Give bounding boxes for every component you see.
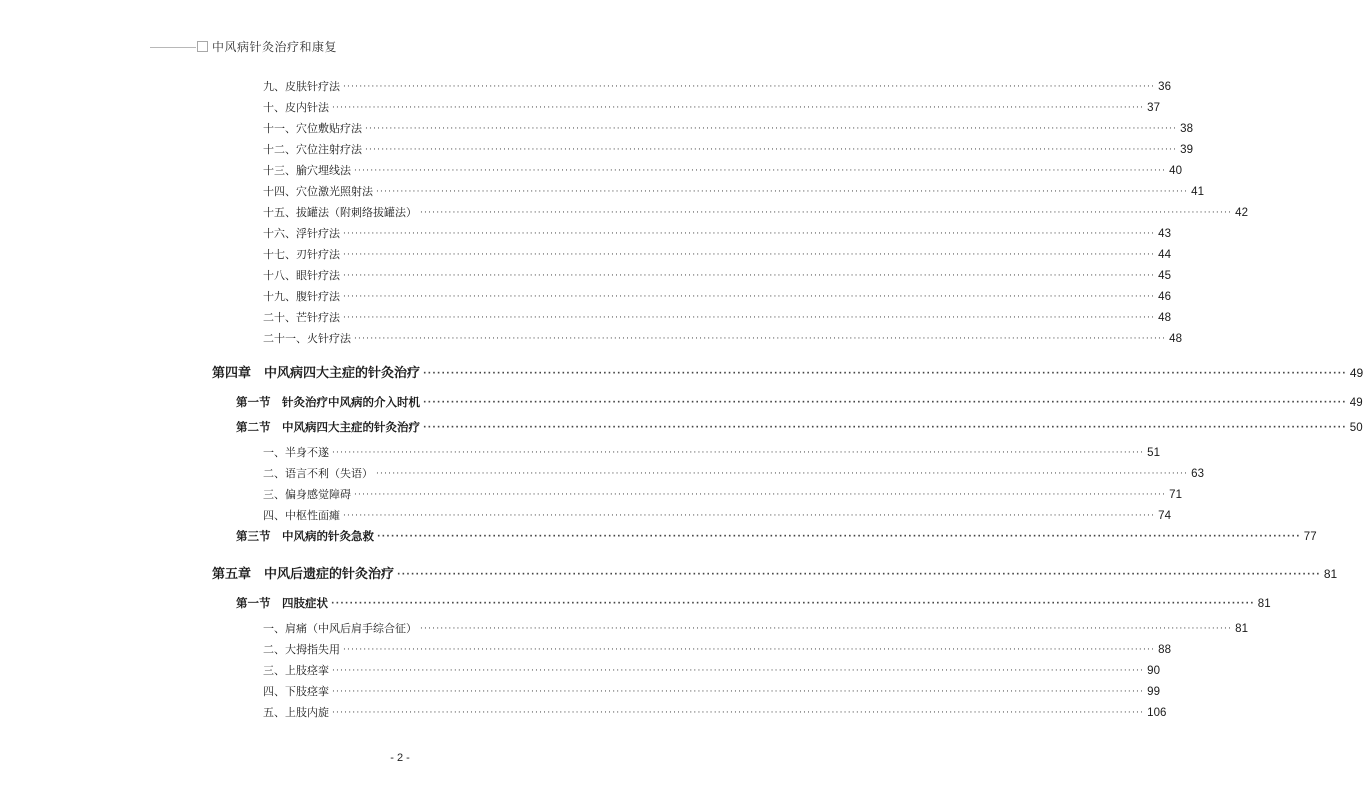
toc-entry-title: 十七、刃针疗法 [263, 248, 340, 261]
toc-entry-title: 三、上肢痉挛 [263, 664, 329, 677]
dot-leader: ········································································································································································································ [365, 124, 1178, 134]
toc-page-number: 43 [1158, 228, 1171, 240]
toc-entry-title: 十二、穴位注射疗法 [263, 143, 362, 156]
dot-leader: ········································································································································································································ [354, 334, 1167, 344]
toc-item [263, 309, 1171, 325]
toc-entry-title: 一、半身不遂 [263, 446, 329, 459]
dot-leader: ········································································································································································································ [420, 624, 1233, 634]
toc-page-number: 48 [1158, 312, 1171, 324]
toc-entry-title: 九、皮肤针疗法 [263, 80, 340, 93]
dot-leader: ········································································································································································································ [420, 208, 1233, 218]
toc-entry-title: 二、语言不利（失语） [263, 467, 373, 480]
toc-page-number: 77 [1303, 531, 1317, 543]
toc-entry-title: 第三节 中风病的针灸急救 [236, 529, 374, 543]
toc-item [263, 204, 1248, 220]
toc-page-number: 46 [1158, 291, 1171, 303]
header-rule [150, 47, 196, 48]
toc-item [263, 683, 1160, 699]
dot-leader: ········································································································································································································ [332, 103, 1145, 113]
toc-entry-title: 第四章 中风病四大主症的针灸治疗 [212, 366, 421, 381]
toc-entry-title: 二十一、火针疗法 [263, 332, 351, 345]
toc-page-number: 50 [1349, 422, 1363, 434]
dot-leader: ········································································································································································································ [423, 398, 1347, 408]
toc-item [263, 162, 1182, 178]
toc-entry-title: 十四、穴位激光照射法 [263, 185, 373, 198]
toc-entry-title: 四、下肢痉挛 [263, 685, 329, 698]
toc-page-number: 51 [1147, 447, 1160, 459]
toc-entry-title: 一、肩痛（中风后肩手综合征） [263, 622, 417, 635]
dot-leader: ········································································································································································································ [376, 187, 1189, 197]
toc-item [263, 507, 1171, 523]
toc-entry-title: 二十、芒针疗法 [263, 311, 340, 324]
dot-leader: ········································································································································································································ [332, 708, 1145, 718]
toc-chapter [212, 563, 1338, 582]
toc-page-number: 36 [1158, 81, 1171, 93]
toc-entry-title: 十六、浮针疗法 [263, 227, 340, 240]
dot-leader: ········································································································································································································ [354, 166, 1167, 176]
dot-leader: ········································································································································································································ [332, 448, 1145, 458]
toc-item [263, 267, 1171, 283]
toc-page-number: 63 [1191, 468, 1204, 480]
toc-section [236, 595, 1271, 611]
dot-leader: ········································································································································································································ [343, 250, 1156, 260]
toc-page-number: 44 [1158, 249, 1171, 261]
toc-entry-title: 四、中枢性面瘫 [263, 509, 340, 522]
dot-leader: ········································································································································································································ [354, 490, 1167, 500]
toc-item [263, 120, 1193, 136]
dot-leader: ········································································································································································································ [343, 271, 1156, 281]
toc-page-number: 88 [1158, 644, 1171, 656]
toc-page-number: 106 [1147, 707, 1167, 719]
toc-entry-title: 十一、穴位敷贴疗法 [263, 122, 362, 135]
header-box-icon [197, 41, 208, 52]
dot-leader: ········································································································································································································ [343, 82, 1156, 92]
toc-item [263, 486, 1182, 502]
toc-entry-title: 十八、眼针疗法 [263, 269, 340, 282]
toc-page-number: 74 [1158, 510, 1171, 522]
toc-entry-title: 第一节 针灸治疗中风病的介入时机 [236, 395, 420, 409]
dot-leader: ········································································································································································································ [343, 229, 1156, 239]
toc-page-number: 38 [1180, 123, 1193, 135]
toc-page-number: 41 [1191, 186, 1204, 198]
toc-page-number: 71 [1169, 489, 1182, 501]
dot-leader: ········································································································································································································ [365, 145, 1178, 155]
toc-item [263, 183, 1204, 199]
toc-entry-title: 第一节 四肢症状 [236, 596, 328, 610]
dot-leader: ········································································································································································································ [343, 313, 1156, 323]
dot-leader: ········································································································································································································ [332, 687, 1145, 697]
dot-leader: ········································································································································································································ [331, 599, 1255, 609]
toc-page-number: 90 [1147, 665, 1160, 677]
dot-leader: ········································································································································································································ [423, 369, 1347, 379]
toc-item [263, 704, 1167, 720]
toc-entry-title: 第二节 中风病四大主症的针灸治疗 [236, 420, 420, 434]
dot-leader: ········································································································································································································ [343, 292, 1156, 302]
dot-leader: ········································································································································································································ [397, 570, 1321, 580]
toc-page-number: 49 [1349, 366, 1363, 380]
toc-chapter [212, 362, 1363, 381]
toc-entry-title: 十、皮内针法 [263, 101, 329, 114]
toc-item [263, 246, 1171, 262]
toc-page-number: 81 [1235, 623, 1248, 635]
toc-item [263, 620, 1248, 636]
toc-page-number: 81 [1257, 598, 1271, 610]
toc-item [263, 78, 1171, 94]
toc-entry-title: 第五章 中风后遗症的针灸治疗 [212, 567, 395, 582]
toc-entry-title: 十三、腧穴埋线法 [263, 164, 351, 177]
toc-item [263, 330, 1182, 346]
toc-entry-title: 十五、拔罐法（附刺络拔罐法） [263, 206, 417, 219]
toc-page-number: 39 [1180, 144, 1193, 156]
header-title: 中风病针灸治疗和康复 [212, 40, 338, 54]
toc-section [236, 394, 1363, 410]
dot-leader: ········································································································································································································ [343, 511, 1156, 521]
toc-section [236, 528, 1317, 544]
toc-page-number: 37 [1147, 102, 1160, 114]
toc-entry-title: 五、上肢内旋 [263, 706, 329, 719]
toc-item [263, 288, 1171, 304]
running-header [150, 38, 450, 54]
toc-item [263, 465, 1204, 481]
toc-page-number: 49 [1349, 397, 1363, 409]
toc-item [263, 662, 1160, 678]
toc-page-number: 48 [1169, 333, 1182, 345]
toc-item [263, 444, 1160, 460]
toc-page-number: 45 [1158, 270, 1171, 282]
dot-leader: ········································································································································································································ [376, 469, 1189, 479]
page-number: - 2 - [390, 752, 410, 764]
toc-item [263, 225, 1171, 241]
toc-page-number: 99 [1147, 686, 1160, 698]
toc-page-number: 81 [1323, 567, 1338, 581]
toc-section [236, 419, 1363, 435]
toc-item [263, 641, 1171, 657]
dot-leader: ········································································································································································································ [332, 666, 1145, 676]
toc-entry-title: 二、大拇指失用 [263, 643, 340, 656]
toc-item [263, 141, 1193, 157]
dot-leader: ········································································································································································································ [423, 423, 1347, 433]
toc-item [263, 99, 1160, 115]
dot-leader: ········································································································································································································ [343, 645, 1156, 655]
toc-entry-title: 十九、腹针疗法 [263, 290, 340, 303]
toc-page-number: 40 [1169, 165, 1182, 177]
toc-entry-title: 三、偏身感觉障碍 [263, 488, 351, 501]
toc-page-number: 42 [1235, 207, 1248, 219]
dot-leader: ········································································································································································································ [377, 532, 1301, 542]
